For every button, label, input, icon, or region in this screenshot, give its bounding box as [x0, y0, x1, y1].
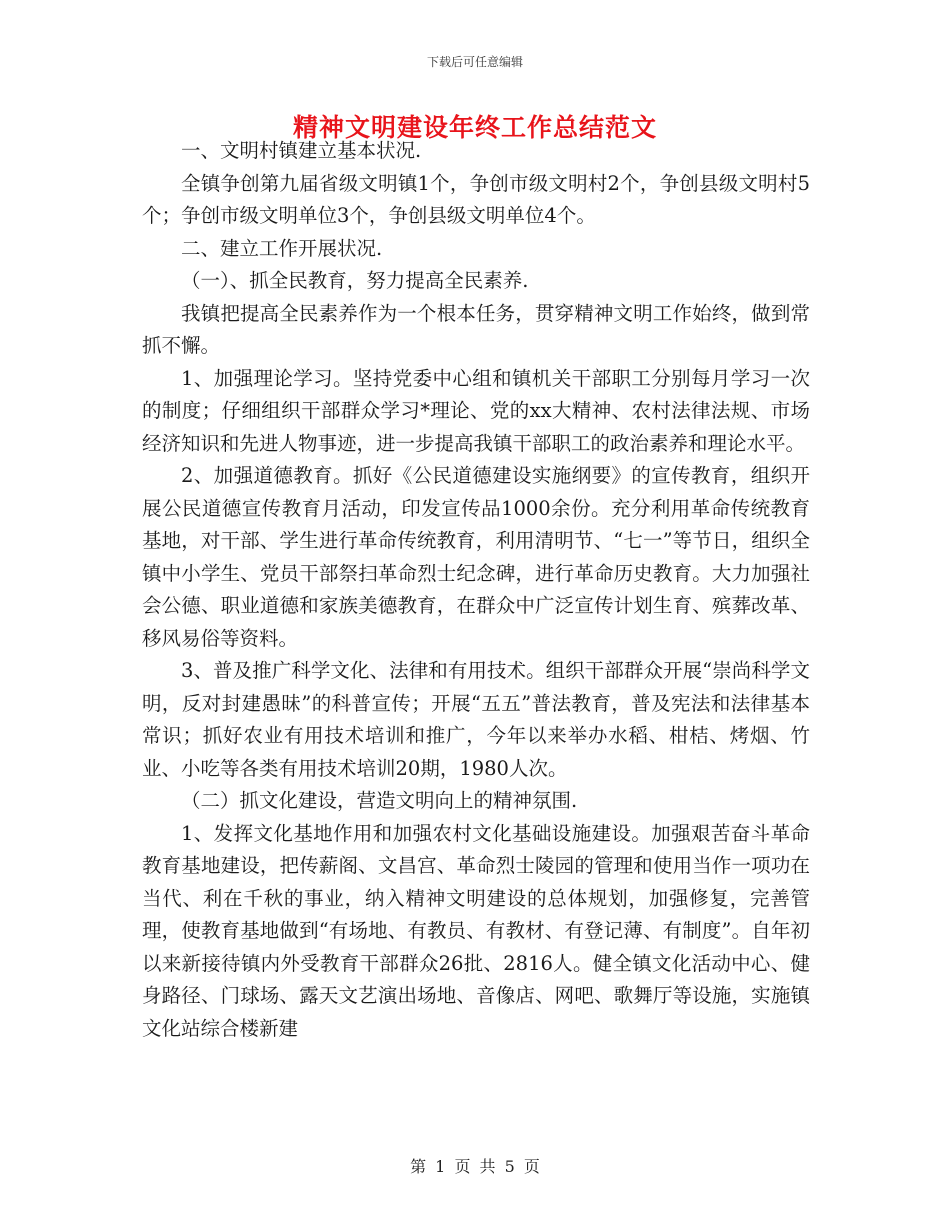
paragraph: 我镇把提高全民素养作为一个根本任务，贯穿精神文明工作始终，做到常抓不懈。	[142, 301, 810, 357]
page-footer: 第 1 页 共 5 页	[410, 1157, 540, 1176]
paragraph: （一）、抓全民教育，努力提高全民素养.	[181, 269, 529, 292]
paragraph: 全镇争创第九届省级文明镇1个，争创市级文明村2个，争创县级文明村5个；争创市级文明单位3个，争创县级文明单位4个。	[142, 171, 810, 227]
document-title: 精神文明建设年终工作总结范文	[292, 113, 657, 142]
document-body	[142, 135, 810, 1045]
paragraph: （二）抓文化建设，营造文明向上的精神氛围.	[181, 789, 578, 812]
page-header: 下载后可任意编辑	[426, 55, 523, 69]
paragraph: 1、加强理论学习。坚持党委中心组和镇机关干部职工分别每月学习一次的制度；仔细组织干部群众学习*理论、党的xx大精神、农村法律法规、市场经济知识和先进人物事迹，进一步提高我镇干部职工的政治素养和理论水平。	[142, 366, 810, 455]
paragraph: 2、加强道德教育。抓好《公民道德建设实施纲要》的宣传教育，组织开展公民道德宣传教育月活动，印发宣传品1000余份。充分利用革命传统教育基地，对干部、学生进行革命传统教育，利用清明节、“七一”等节日，组织全镇中小学生、党员干部祭扫革命烈士纪念碑，进行革命历史教育。大力加强社会公德、职业道德和家族美德教育，在群众中广泛宣传计划生育、殡葬改革、移风易俗等资料。	[142, 464, 810, 650]
paragraph: 一、文明村镇建立基本状况.	[181, 139, 422, 162]
paragraph: 二、建立工作开展状况.	[181, 236, 383, 260]
paragraph: 3、普及推广科学文化、法律和有用技术。组织干部群众开展“崇尚科学文明，反对封建愚昧”的科普宣传；开展“五五”普法教育，普及宪法和法律基本常识；抓好农业有用技术培训和推广，今年以来举办水稻、柑桔、烤烟、竹业、小吃等各类有用技术培训20期，1980人次。	[142, 659, 810, 780]
paragraph: 1、发挥文化基地作用和加强农村文化基础设施建设。加强艰苦奋斗革命教育基地建设，把传薪阁、文昌宫、革命烈士陵园的管理和使用当作一项功在当代、利在千秋的事业，纳入精神文明建设的总体规划，加强修复，完善管理，使教育基地做到“有场地、有教员、有教材、有登记薄、有制度”。自年初以来新接待镇内外受教育干部群众26批、2816人。健全镇文化活动中心、健身路径、门球场、露天文艺演出场地、音像店、网吧、歌舞厅等设施，实施镇文化站综合楼新建	[142, 821, 810, 1040]
